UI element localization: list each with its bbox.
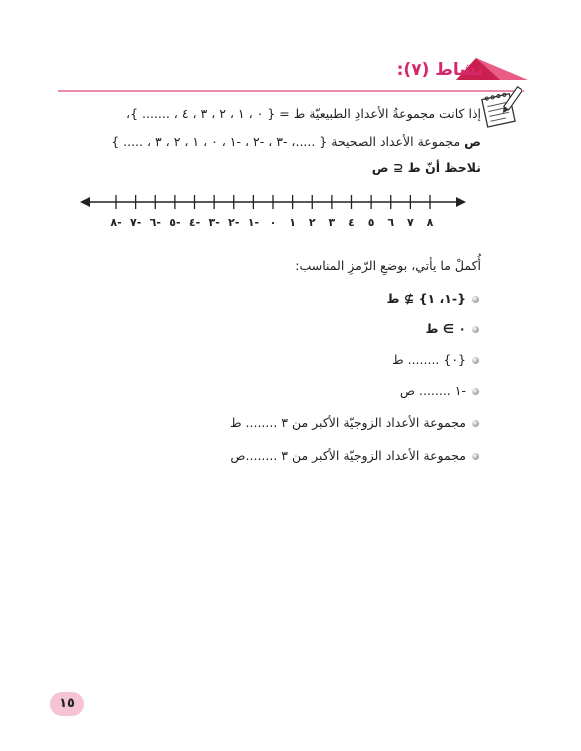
- number-line-label: ٧-: [129, 216, 142, 229]
- exercise-item-text: {٠} ........ ط: [392, 352, 466, 367]
- exercise-item: [400, 383, 479, 398]
- arrow-right-icon: [456, 197, 466, 207]
- exercise-item-text: ٠ ∋ ط: [425, 321, 466, 336]
- bullet-dot-icon: [472, 420, 479, 427]
- number-line-label: ٣: [328, 216, 336, 229]
- number-line-label: ٨-: [110, 216, 122, 229]
- number-line-label: ٠: [269, 216, 277, 229]
- exercise-item-text: مجموعة الأعداد الزوجيّة الأكبر من ٣ ........ص: [230, 448, 466, 463]
- exercise-item: [425, 321, 479, 336]
- notepad-pencil-icon: [478, 86, 522, 130]
- bullet-dot-icon: [472, 453, 479, 460]
- number-line-label: ٧: [407, 216, 414, 229]
- page-number: ١٥: [50, 692, 84, 716]
- number-line-label: ٦: [387, 216, 395, 229]
- exercise-item: [386, 291, 479, 306]
- number-line: [78, 190, 468, 238]
- number-line-label: ٢: [308, 216, 316, 229]
- exercise-item: [392, 352, 479, 367]
- exercise-item: [230, 448, 479, 463]
- intro-line-natural-set: إذا كانت مجموعةُ الأعدادِ الطبيعيّة ط = { ٠ ، ١ ، ٢ ، ٣ ، ٤ ، ....... }،: [126, 106, 481, 121]
- number-line-label: ١: [289, 216, 296, 229]
- bullet-dot-icon: [472, 357, 479, 364]
- number-line-label: ٤: [348, 216, 355, 229]
- header-rule: [58, 90, 524, 92]
- exercise-item-text: -١ ........ ص: [399, 383, 466, 398]
- number-line-label: ٤-: [188, 216, 201, 229]
- number-line-label: ٢-: [228, 216, 240, 229]
- bullet-dot-icon: [472, 326, 479, 333]
- bullet-dot-icon: [472, 296, 479, 303]
- exercise-item: [230, 415, 479, 430]
- exercise-instruction: أُكملْ ما يأتي، بوضعِ الرّمزِ المناسب:: [295, 258, 481, 273]
- activity-title: نشاط (٧):: [396, 60, 483, 80]
- subset-observation: نلاحظ أنّ ط ⊆ ص: [371, 160, 481, 175]
- number-line-label: ٦-: [149, 216, 161, 229]
- number-line-label: ٣-: [208, 216, 220, 229]
- exercise-item-text: {-١، ١} ⊉ ط: [386, 291, 466, 306]
- bullet-dot-icon: [472, 388, 479, 395]
- integer-set-definition: مجموعة الأعداد الصحيحة { .....، -٣ ، -٢ ، -١ ، ٠ ، ١ ، ٢ ، ٣ ، ..... }: [111, 134, 465, 149]
- number-line-label: ٥: [367, 216, 375, 229]
- number-line-label: ٨: [426, 216, 434, 229]
- exercise-item-text: مجموعة الأعداد الزوجيّة الأكبر من ٣ ........ ط: [229, 415, 466, 430]
- arrow-left-icon: [80, 197, 90, 207]
- integer-set-symbol: ص: [464, 134, 481, 149]
- number-line-label: ١-: [247, 216, 260, 229]
- intro-line-integer-set: [111, 134, 481, 149]
- number-line-label: ٥-: [169, 216, 181, 229]
